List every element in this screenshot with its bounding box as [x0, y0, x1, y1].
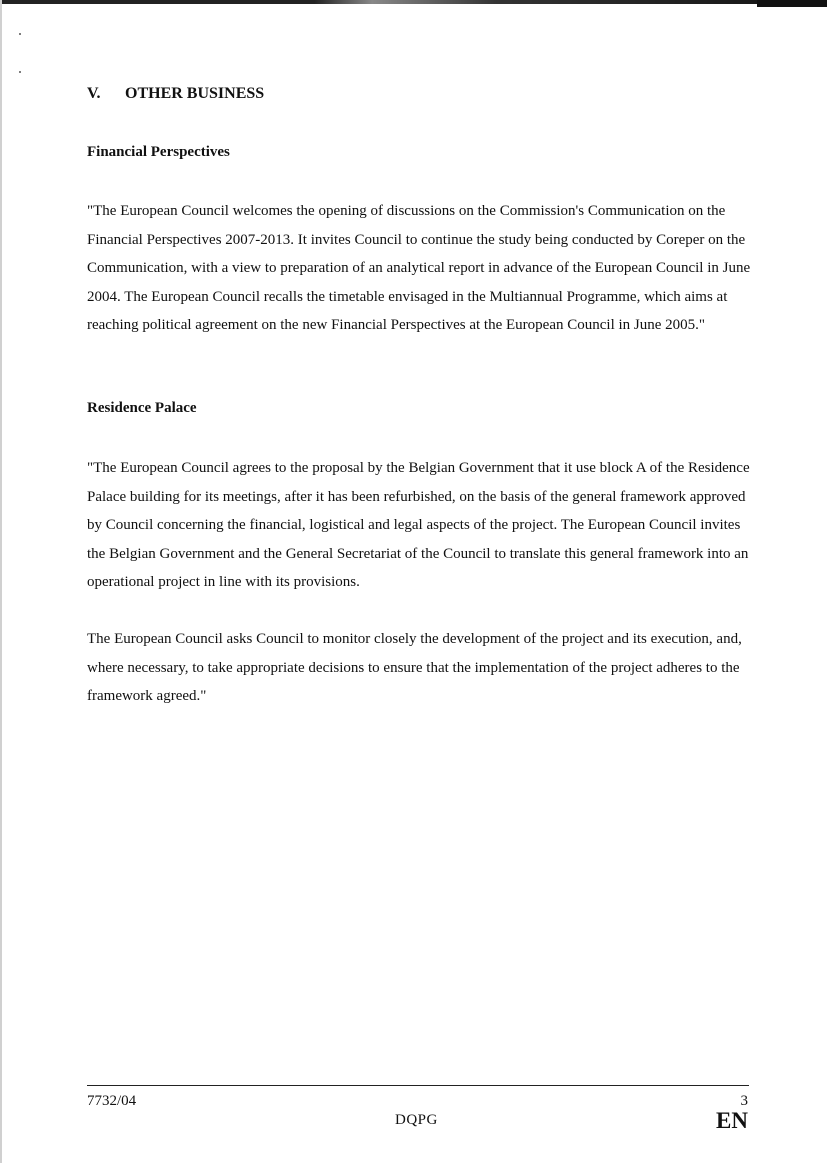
- section-title: OTHER BUSINESS: [125, 85, 265, 102]
- scan-edge-left: [0, 0, 2, 1163]
- section-heading: [87, 85, 264, 103]
- financial-perspectives-paragraph: "The European Council welcomes the opening of discussions on the Commission's Communication on the Financial Perspectives 2007-2013. It invites Council to continue the study being conducted by Coreper on the Communication, with a view to preparation of an analytical report in advance of the European Council in June 2004. The European Council recalls the timetable envisaged in the Multiannual Programme, which aims at reaching political agreement on the new Financial Perspectives at the European Council in June 2005.": [87, 203, 751, 333]
- scan-edge-top: [0, 0, 827, 4]
- scan-speck: [19, 71, 21, 73]
- scan-edge-top-right: [757, 0, 827, 7]
- department-code: DQPG: [395, 1112, 438, 1128]
- footer-rule: [87, 1085, 749, 1086]
- document-reference: 7732/04: [87, 1093, 137, 1109]
- scan-speck: [19, 33, 21, 35]
- residence-palace-heading: Residence Palace: [87, 400, 197, 416]
- section-number: V.: [87, 85, 101, 102]
- page-number: 3: [740, 1093, 748, 1109]
- residence-palace-paragraph-2: The European Council asks Council to monitor closely the development of the project and its execution, and, where necessary, to take appropriate decisions to ensure that the implementation of the project adheres to the framework agreed.": [87, 631, 742, 704]
- language-code: EN: [716, 1108, 748, 1133]
- financial-perspectives-heading: Financial Perspectives: [87, 144, 230, 160]
- residence-palace-paragraph-1: "The European Council agrees to the proposal by the Belgian Government that it use block A of the Residence Palace building for its meetings, after it has been refurbished, on the basis of the general framework approved by Council concerning the financial, logistical and legal aspects of the project. The European Council invites the Belgian Government and the General Secretariat of the Council to translate this general framework into an operational project in line with its provisions.: [87, 460, 750, 590]
